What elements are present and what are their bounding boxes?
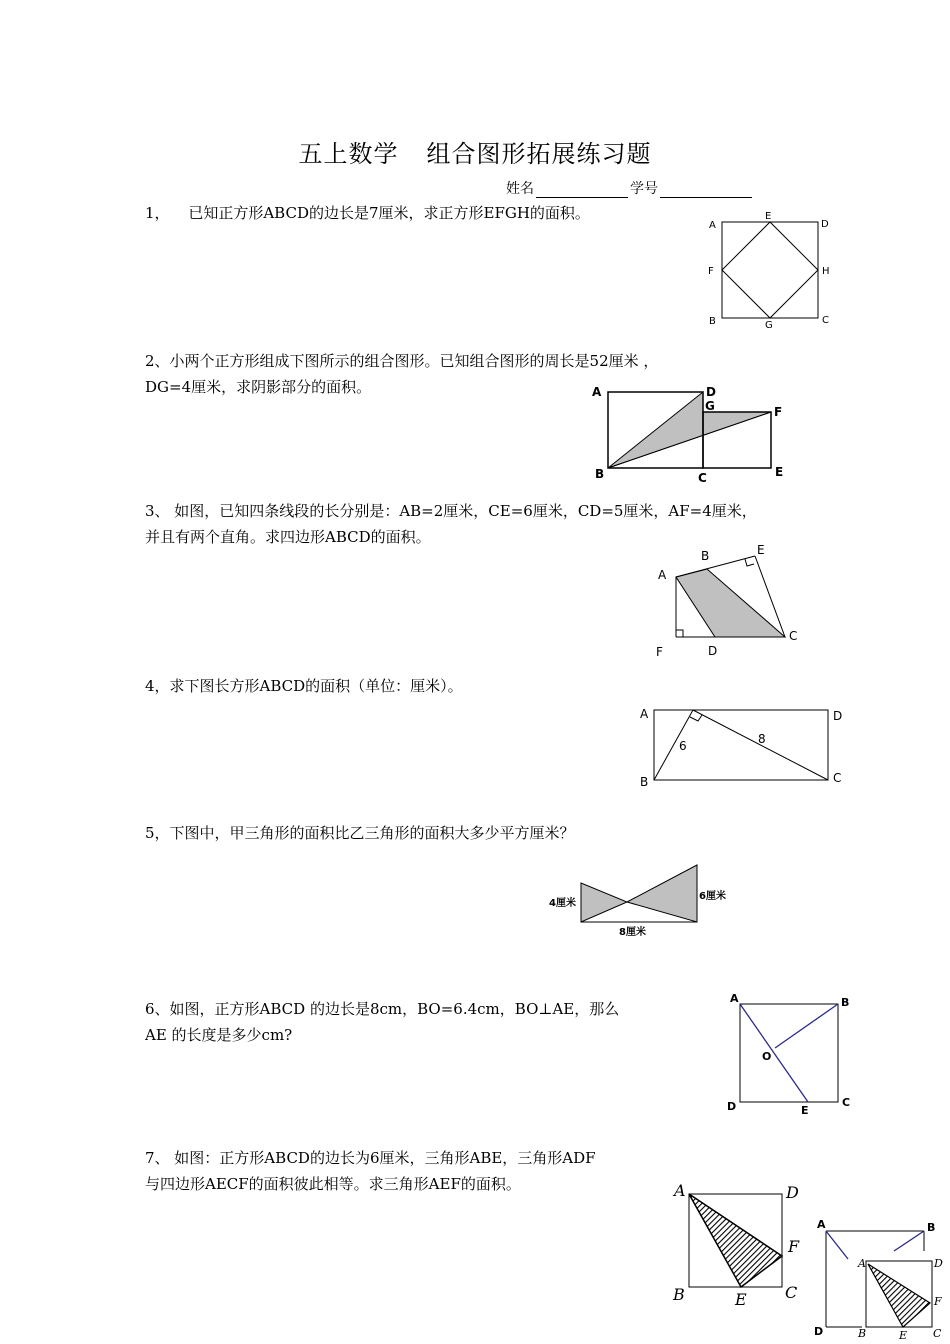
fig7b-label-c2: C xyxy=(933,1327,942,1340)
fig7-label-a: A xyxy=(674,1181,686,1200)
fig7-label-e: E xyxy=(735,1290,747,1309)
id-label: 学号 xyxy=(630,181,658,197)
square-abcd xyxy=(722,222,818,318)
id-blank[interactable] xyxy=(660,183,752,198)
triangle-jia xyxy=(627,865,697,922)
right-angle-f xyxy=(676,630,683,637)
fig2-label-b: B xyxy=(595,467,605,481)
question-6-line1: 6、如图，正方形ABCD 的边长是8cm，BO=6.4cm，BO⊥AE，那么 xyxy=(145,1000,620,1018)
square-efgh xyxy=(722,222,818,318)
fig7-label-c: C xyxy=(785,1283,798,1302)
question-1 xyxy=(145,200,590,226)
fig2-label-g: G xyxy=(705,399,715,413)
fig6-label-d: D xyxy=(727,1100,737,1113)
fig7b-label-b: B xyxy=(927,1221,936,1234)
question-2 xyxy=(145,348,658,400)
fig6-label-o: O xyxy=(762,1050,772,1063)
fig2-label-f: F xyxy=(774,405,783,419)
fig1-label-c: C xyxy=(822,315,829,326)
line-ae xyxy=(676,556,755,577)
blue-line-right xyxy=(894,1231,924,1251)
figure-6 xyxy=(722,990,862,1120)
fig7b-label-a: A xyxy=(817,1218,826,1231)
fig1-label-d: D xyxy=(821,219,829,230)
shaded-region xyxy=(608,392,771,468)
fig4-label-d: D xyxy=(833,709,843,723)
right-angle-mark xyxy=(690,715,702,721)
fig7-label-d: D xyxy=(786,1183,799,1202)
figure-4 xyxy=(635,700,850,795)
fig3-label-a: A xyxy=(658,568,667,582)
fig4-length-8: 8 xyxy=(758,732,766,746)
blue-line-left xyxy=(826,1231,848,1259)
question-2-line1: 2、小两个正方形组成下图所示的组合图形。已知组合图形的周长是52厘米 ， xyxy=(145,352,659,370)
fig7b-label-a2: A xyxy=(858,1257,866,1270)
fig4-label-a: A xyxy=(640,707,649,721)
page-title xyxy=(0,134,950,169)
fig2-label-c: C xyxy=(698,471,707,485)
fig4-label-c: C xyxy=(833,771,842,785)
fig7b-label-d: D xyxy=(814,1325,824,1338)
fig1-label-b: B xyxy=(709,316,716,327)
question-3-line1: 3、 如图，已知四条线段的长分别是：AB=2厘米，CE=6厘米，CD=5厘米，AF=4厘米， xyxy=(145,502,757,520)
right-angle-e xyxy=(745,559,754,566)
title-part2: 组合图形拓展练习题 xyxy=(426,140,652,168)
question-4-text: 4，求下图长方形ABCD的面积（单位：厘米）。 xyxy=(145,677,463,695)
figure-1 xyxy=(700,210,840,335)
fig5-label-left: 4厘米 xyxy=(549,898,576,909)
figure-7-extra xyxy=(812,1215,947,1343)
fig7-label-f: F xyxy=(788,1237,800,1256)
quadrilateral-abcd xyxy=(676,569,785,637)
student-info-line xyxy=(506,178,754,198)
question-5 xyxy=(145,820,575,846)
fig3-label-e: E xyxy=(757,543,765,557)
fig1-label-a: A xyxy=(709,220,716,231)
fig6-label-e: E xyxy=(801,1104,809,1117)
figure-5 xyxy=(545,860,745,945)
question-2-line2: DG=4厘米，求阴影部分的面积。 xyxy=(145,378,372,396)
name-blank[interactable] xyxy=(536,183,628,198)
figure-7 xyxy=(668,1180,818,1310)
line-bo xyxy=(775,1004,838,1048)
fig5-label-bottom: 8厘米 xyxy=(619,927,646,938)
question-5-text: 5，下图中，甲三角形的面积比乙三角形的面积大多少平方厘米？ xyxy=(145,824,575,842)
fig3-label-c: C xyxy=(789,629,798,643)
fig7b-label-e2: E xyxy=(899,1329,908,1342)
fig6-label-b: B xyxy=(841,996,850,1009)
title-part1: 五上数学 xyxy=(298,140,399,168)
fig5-label-right: 6厘米 xyxy=(699,891,726,902)
question-7 xyxy=(145,1145,596,1197)
fig2-label-d: D xyxy=(706,385,716,399)
fig3-label-b: B xyxy=(701,549,710,563)
question-7-line2: 与四边形AECF的面积彼此相等。求三角形AEF的面积。 xyxy=(145,1175,521,1193)
fig7-label-b: B xyxy=(673,1285,685,1304)
question-1-text: 已知正方形ABCD的边长是7厘米，求正方形EFGH的面积。 xyxy=(188,204,590,222)
question-3-line2: 并且有两个直角。求四边形ABCD的面积。 xyxy=(145,528,431,546)
triangle-yi xyxy=(581,883,627,922)
question-6 xyxy=(145,996,619,1048)
triangle-aef xyxy=(689,1194,782,1287)
question-6-line2: AE 的长度是多少cm? xyxy=(145,1026,293,1044)
name-label: 姓名 xyxy=(506,181,534,197)
fig3-label-f: F xyxy=(656,645,663,659)
fig1-label-g: G xyxy=(765,320,773,331)
fig7b-label-f2: F xyxy=(934,1295,942,1308)
fig2-label-a: A xyxy=(592,385,602,399)
fig7b-label-d2: D xyxy=(934,1257,943,1270)
fig1-label-h: H xyxy=(822,266,830,277)
fig6-label-c: C xyxy=(842,1096,851,1109)
fig1-label-e: E xyxy=(765,211,772,222)
line-b-foot xyxy=(654,710,693,780)
fig1-label-f: F xyxy=(708,266,714,277)
question-1-number: 1， xyxy=(145,204,170,222)
fig4-length-6: 6 xyxy=(679,739,687,753)
fig7b-label-b2: B xyxy=(858,1327,867,1340)
question-4 xyxy=(145,673,463,699)
question-7-line1: 7、 如图：正方形ABCD的边长为6厘米，三角形ABE，三角形ADF xyxy=(145,1149,596,1167)
line-ae xyxy=(740,1004,808,1102)
square-abcd xyxy=(740,1004,838,1102)
fig3-label-d: D xyxy=(708,644,718,658)
fig4-label-b: B xyxy=(640,775,649,789)
figure-2 xyxy=(585,380,800,490)
fig6-label-a: A xyxy=(730,992,739,1005)
figure-3 xyxy=(650,540,810,665)
fig2-label-e: E xyxy=(775,465,784,479)
